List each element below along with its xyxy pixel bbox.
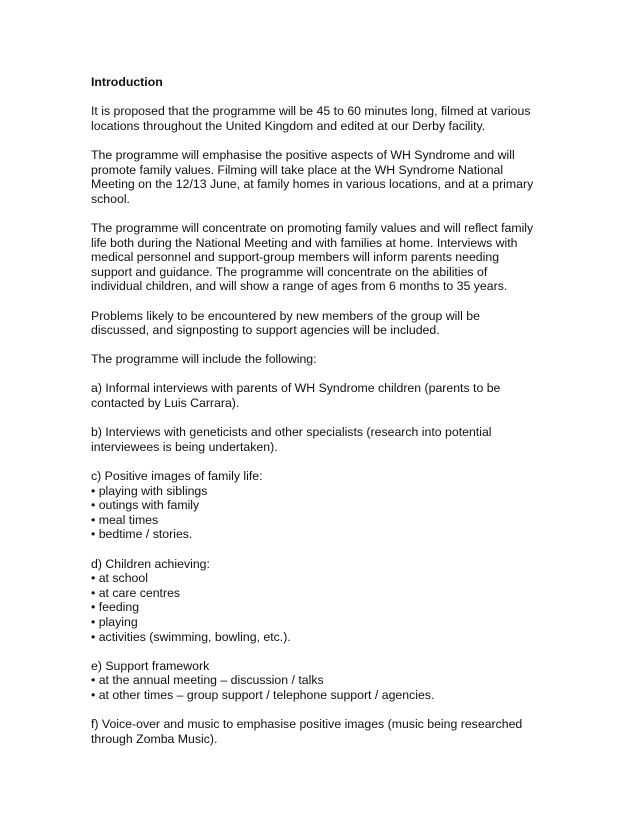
text-line: Problems likely to be encountered by new members of the group will be <box>91 308 480 323</box>
text-line: The programme will emphasise the positive aspects of WH Syndrome and will <box>91 147 515 162</box>
bullet-item: • activities (swimming, bowling, etc.). <box>91 629 291 644</box>
bullet-item: • outings with family <box>91 498 200 513</box>
section-title: e) Support framework <box>91 658 210 673</box>
bullet-item: • feeding <box>91 600 140 615</box>
paragraph-intro-duration <box>91 104 561 133</box>
text-line: individual children, and will show a range of ages from 6 months to 35 years. <box>91 279 508 294</box>
text-line: interviewees is being undertaken). <box>91 439 278 454</box>
text-line: a) Informal interviews with parents of WH Syndrome children (parents to be <box>91 381 501 396</box>
paragraph-emphasis <box>91 148 561 206</box>
section-title: d) Children achieving: <box>91 556 210 571</box>
section-f-voice-over-music <box>91 717 561 746</box>
text-line: Meeting on the 12/13 June, at family homes in various locations, and at a primary <box>91 177 534 192</box>
section-a-parent-interviews <box>91 381 561 410</box>
text-line: The programme will concentrate on promoting family values and will reflect family <box>91 220 534 235</box>
bullet-item: • playing with siblings <box>91 483 208 498</box>
text-line: promote family values. Filming will take place at the WH Syndrome National <box>91 162 504 177</box>
bullet-item: • playing <box>91 614 138 629</box>
section-d-children-achieving <box>91 557 561 645</box>
text-line: b) Interviews with geneticists and other specialists (research into potential <box>91 425 492 440</box>
text-line: life both during the National Meeting and with families at home. Interviews with <box>91 235 518 250</box>
text-line: medical personnel and support-group members will inform parents needing <box>91 250 500 265</box>
section-e-support-framework <box>91 659 561 703</box>
text-line: f) Voice-over and music to emphasise positive images (music being researched <box>91 717 523 732</box>
section-title: c) Positive images of family life: <box>91 469 263 484</box>
text-line: The programme will include the following: <box>91 352 317 367</box>
section-c-family-life <box>91 469 561 542</box>
paragraph-includes <box>91 352 561 367</box>
document-page <box>91 75 561 761</box>
text-line: support and guidance. The programme will concentrate on the abilities of <box>91 264 488 279</box>
text-line: locations throughout the United Kingdom and edited at our Derby facility. <box>91 118 486 133</box>
paragraph-problems <box>91 309 561 338</box>
text-line: contacted by Luis Carrara). <box>91 396 240 411</box>
text-line: school. <box>91 191 130 206</box>
bullet-item: • at the annual meeting – discussion / talks <box>91 673 324 688</box>
text-line: discussed, and signposting to support agencies will be included. <box>91 323 440 338</box>
bullet-item: • meal times <box>91 512 159 527</box>
bullet-item: • at school <box>91 571 148 586</box>
paragraph-family-values <box>91 221 561 294</box>
text-line: through Zomba Music). <box>91 731 218 746</box>
bullet-item: • bedtime / stories. <box>91 527 193 542</box>
section-b-specialist-interviews <box>91 425 561 454</box>
bullet-item: • at care centres <box>91 585 181 600</box>
page-heading: Introduction <box>91 75 163 89</box>
text-line: It is proposed that the programme will be 45 to 60 minutes long, filmed at various <box>91 104 531 119</box>
bullet-item: • at other times – group support / telephone support / agencies. <box>91 687 435 702</box>
